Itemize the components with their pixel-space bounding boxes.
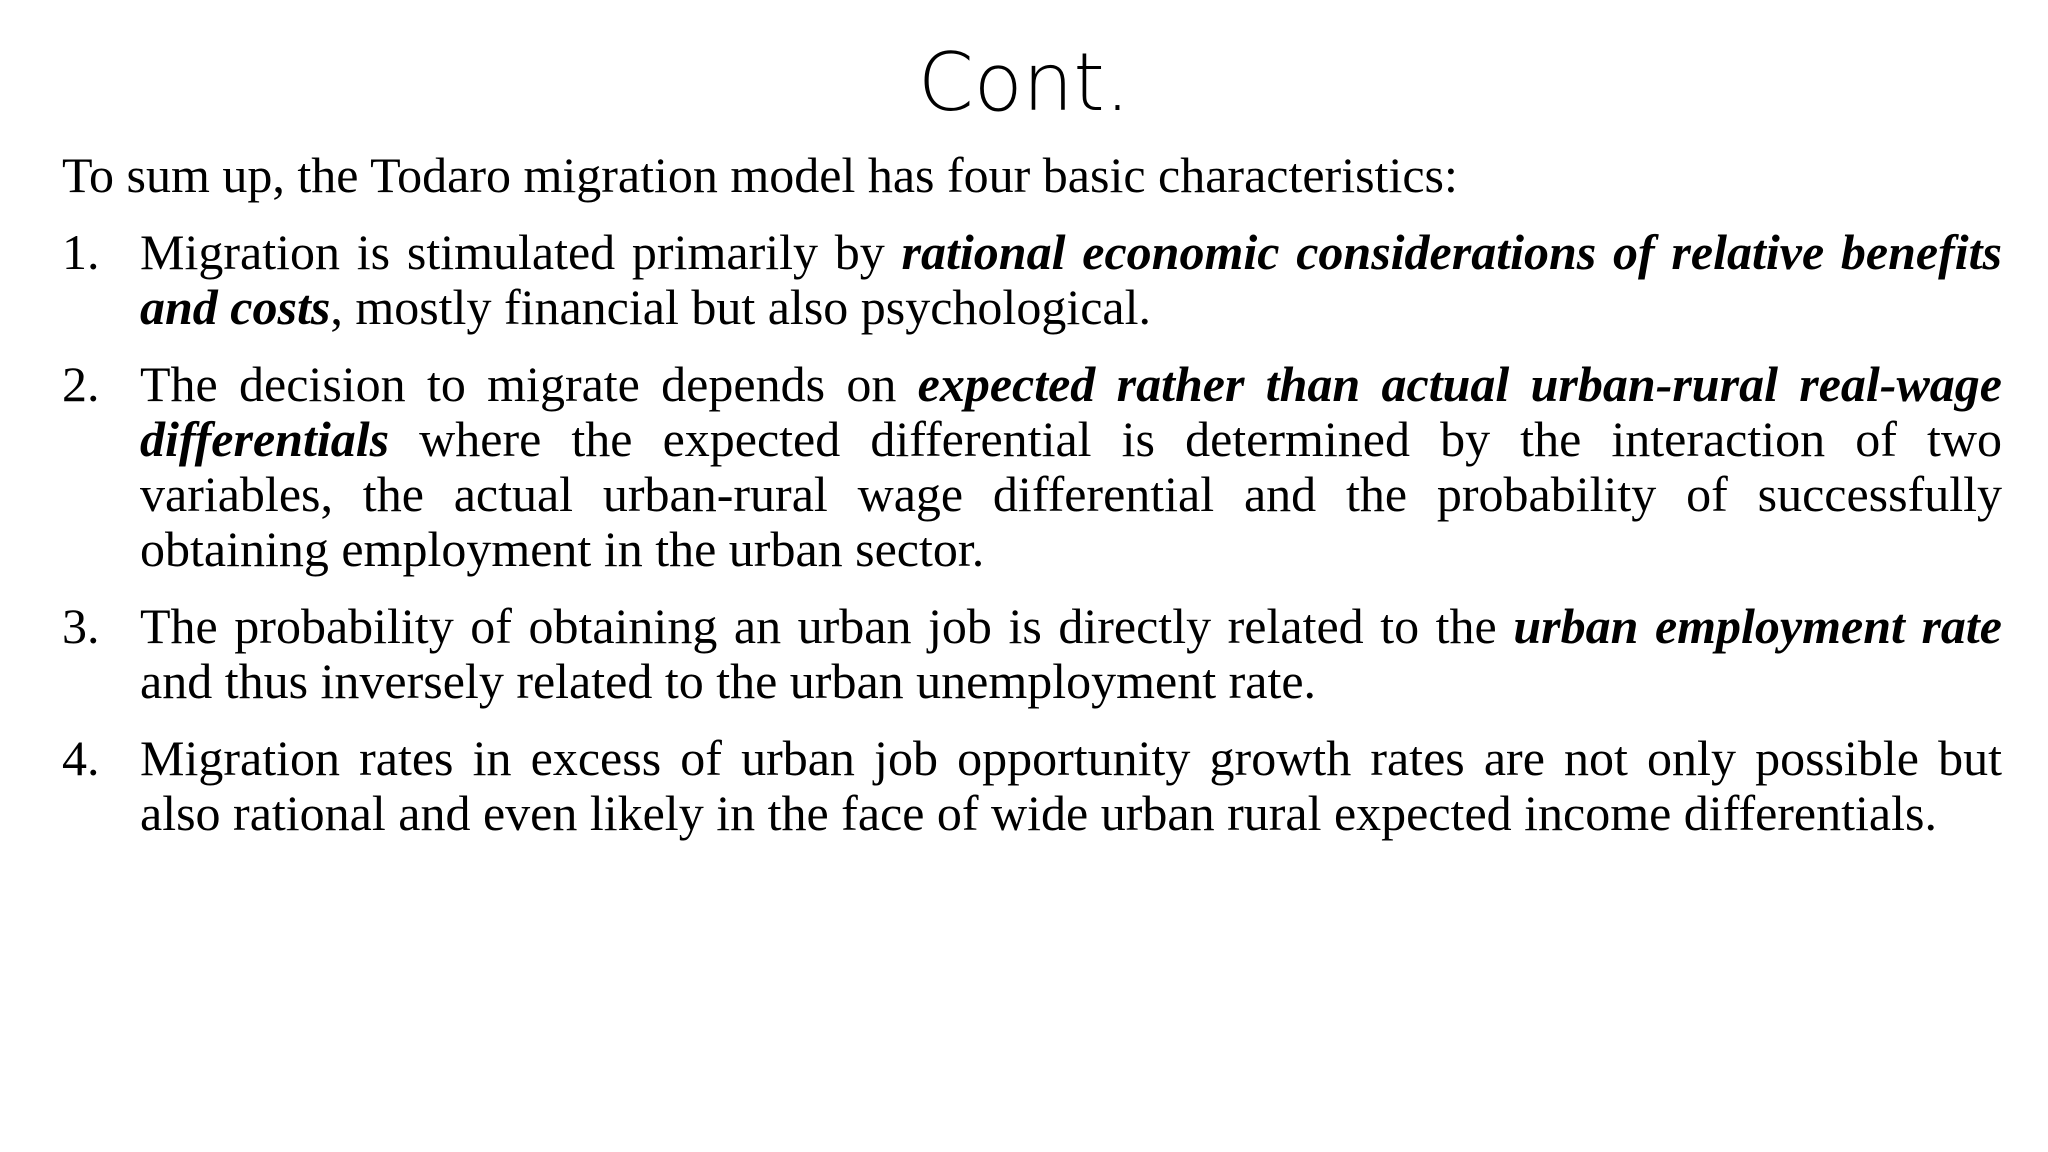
point-emphasis: expected rather than actual urban-rural real-wage differentials [140, 356, 2002, 467]
list-number: 2. [62, 356, 100, 412]
list-item [62, 225, 2002, 335]
slide-body [62, 148, 2002, 863]
point-emphasis: rational economic considerations of relative benefits and costs [140, 224, 2002, 335]
list-number: 3. [62, 598, 100, 654]
point-text-after: and thus inversely related to the urban unemployment rate. [140, 653, 1317, 709]
slide-title: Cont. [917, 36, 1131, 129]
intro-text: To sum up, the Todaro migration model has four basic characteristics: [62, 147, 1458, 203]
list-number: 1. [62, 224, 100, 280]
point-text: Migration rates in excess of urban job opportunity growth rates are not only possible but also rational and even likely in the face of wide urban rural expected income differentials. [140, 730, 2002, 841]
list-number: 4. [62, 730, 100, 786]
point-text: The decision to migrate depends on [140, 356, 918, 412]
point-text-after: where the expected differential is determined by the interaction of two variables, the actual urban-rural wage differential and the probability of successfully obtaining employment in the urban sector. [140, 411, 2002, 577]
point-emphasis: urban employment rate [1513, 598, 2002, 654]
list-item [62, 357, 2002, 577]
list-item [62, 599, 2002, 709]
characteristics-list [62, 225, 2002, 841]
list-item [62, 731, 2002, 841]
point-text-after: , mostly financial but also psychological. [330, 279, 1151, 335]
point-text: Migration is stimulated primarily by [140, 224, 902, 280]
point-text: The probability of obtaining an urban job is directly related to the [140, 598, 1514, 654]
